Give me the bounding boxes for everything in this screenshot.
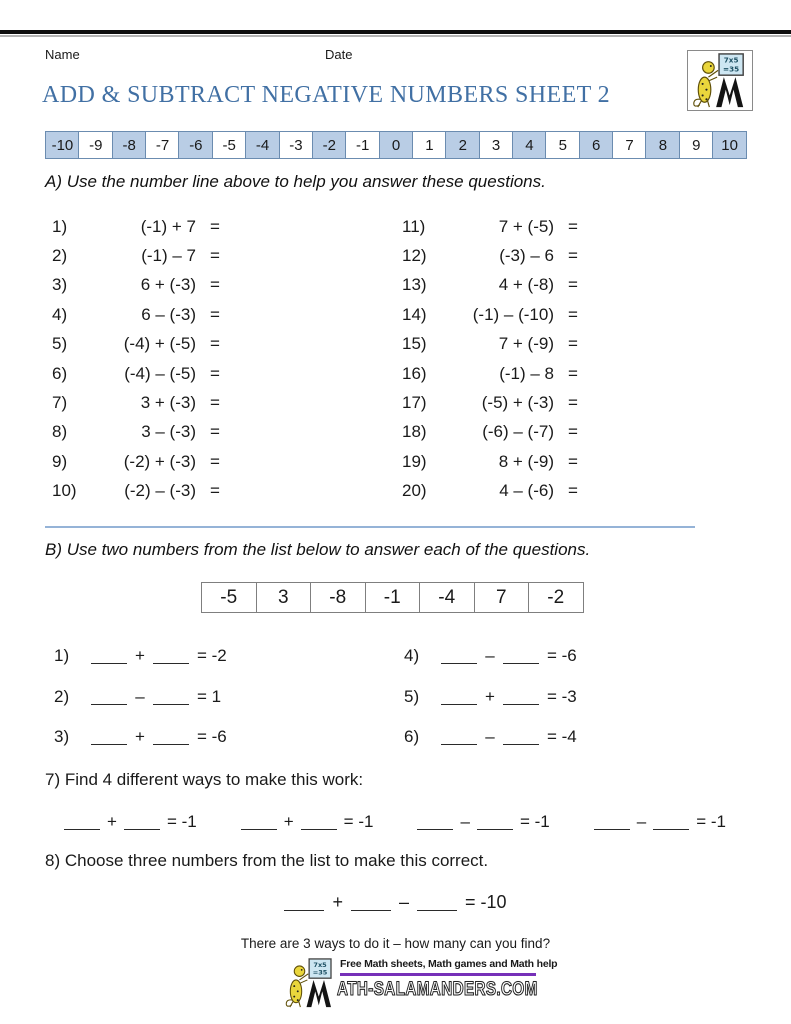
number-list-cell: -5 [201, 582, 257, 613]
problem-row [54, 636, 227, 677]
problem-number: 1) [54, 646, 70, 666]
equals-sign: = [568, 451, 578, 471]
answer-blank [241, 814, 277, 830]
equals-sign: = [568, 304, 578, 324]
number-list-cell: -4 [419, 582, 475, 613]
equals-sign: = [210, 422, 220, 442]
answer-blank [441, 729, 477, 745]
problem-row [404, 717, 577, 758]
equals-sign: = [210, 216, 220, 236]
operator: – [135, 686, 145, 706]
operator: + [332, 892, 343, 912]
equals-sign: = [210, 304, 220, 324]
number-list-cell: 7 [474, 582, 530, 613]
problem-expression: (-4) – (-5) [124, 363, 196, 383]
problem-number: 4) [404, 646, 420, 666]
result-value: = -1 [696, 812, 726, 831]
problems-b-left-column [54, 636, 227, 758]
footer-tagline: Free Math sheets, Math games and Math help [340, 958, 558, 970]
number-line-cell: 6 [579, 131, 614, 159]
number-line [45, 131, 747, 159]
date-label: Date [325, 47, 353, 62]
footer-brand-text: ATH-SALAMANDERS.COM [337, 979, 538, 1000]
equals-sign: = [568, 246, 578, 266]
problem-expression: 7 + (-9) [498, 334, 554, 354]
answer-blank [124, 814, 160, 830]
page-title: ADD & SUBTRACT NEGATIVE NUMBERS SHEET 2 [42, 82, 611, 108]
problem-row [52, 212, 220, 241]
problem-expression: (-6) – (-7) [482, 422, 554, 442]
problem-row [54, 677, 227, 718]
name-label: Name [45, 47, 80, 62]
result-value: = -4 [547, 727, 577, 747]
problem-row [402, 271, 578, 300]
operator: + [283, 812, 294, 831]
section-divider [45, 526, 695, 528]
problem-expression: (-1) – 7 [141, 246, 196, 266]
number-line-cell: 7 [612, 131, 647, 159]
equals-sign: = [568, 481, 578, 501]
problem-expression: 3 – (-3) [141, 422, 196, 442]
problem-expression: (-5) + (-3) [481, 393, 554, 413]
problem-row [52, 271, 220, 300]
problem-row [402, 477, 578, 506]
number-line-cell: -8 [112, 131, 147, 159]
svg-text:=35: =35 [723, 64, 740, 74]
answer-blank [441, 689, 477, 705]
problem-row [54, 717, 227, 758]
problem-row [52, 359, 220, 388]
answer-blank [91, 729, 127, 745]
problem-number: 16) [402, 363, 427, 383]
answer-blank [503, 689, 539, 705]
operator: + [485, 686, 495, 706]
equals-sign: = [210, 334, 220, 354]
equals-sign: = [210, 393, 220, 413]
answer-blank [351, 895, 391, 911]
problem-number: 20) [402, 481, 427, 501]
problem-number: 5) [404, 686, 420, 706]
problem-number: 11) [402, 216, 426, 236]
top-rule [0, 30, 791, 34]
result-value: = -6 [197, 727, 227, 747]
problem-expression: (-3) – 6 [499, 246, 554, 266]
equals-sign: = [210, 481, 220, 501]
equals-sign: = [210, 451, 220, 471]
section-8-equation [0, 892, 791, 913]
answer-blank [153, 689, 189, 705]
number-line-cell: 0 [379, 131, 414, 159]
number-line-cell: -2 [312, 131, 347, 159]
operator: – [460, 812, 470, 831]
problem-row [402, 212, 578, 241]
problem-number: 4) [52, 304, 68, 324]
problem-row [404, 636, 577, 677]
problem-number: 14) [402, 304, 427, 324]
problem-expression: 4 + (-8) [498, 275, 554, 295]
problem-number: 5) [52, 334, 68, 354]
answer-blank [653, 814, 689, 830]
number-line-cell: 9 [679, 131, 714, 159]
operator: – [485, 727, 495, 747]
equals-sign: = [568, 393, 578, 413]
problem-number: 3) [54, 727, 70, 747]
answer-blank [153, 729, 189, 745]
answer-blank [417, 814, 453, 830]
problem-row [402, 418, 578, 447]
number-line-cell: -4 [245, 131, 280, 159]
operator: – [485, 646, 495, 666]
section-b-instruction: B) Use two numbers from the list below to answer each of the questions. [45, 540, 591, 559]
problem-number: 7) [52, 393, 68, 413]
answer-blank [64, 814, 100, 830]
answer-blank [417, 895, 457, 911]
result-value: = -3 [547, 686, 577, 706]
number-line-cell: 4 [512, 131, 547, 159]
result-value: = -1 [166, 812, 197, 831]
problem-expression: (-1) – (-10) [472, 304, 554, 324]
answer-blank [594, 814, 630, 830]
problem-row [402, 241, 578, 270]
answer-blank [284, 895, 324, 911]
equals-sign: = [568, 334, 578, 354]
svg-text:7x5: 7x5 [723, 55, 739, 65]
problem-row [402, 388, 578, 417]
problem-expression: (-1) + 7 [140, 216, 196, 236]
equals-sign: = [210, 363, 220, 383]
problem-expression: (-4) + (-5) [123, 334, 196, 354]
hint-text: There are 3 ways to do it – how many can you find? [240, 936, 551, 951]
problem-row [402, 359, 578, 388]
equals-sign: = [568, 275, 578, 295]
answer-blank [91, 689, 127, 705]
number-line-cell: -3 [279, 131, 314, 159]
problem-expression: 6 + (-3) [140, 275, 196, 295]
problem-expression: (-2) + (-3) [123, 451, 196, 471]
problem-number: 17) [402, 393, 427, 413]
equation [417, 812, 549, 832]
result-value: = -6 [547, 646, 577, 666]
result-value: = -1 [519, 812, 550, 831]
problem-number: 3) [52, 275, 68, 295]
answer-blank [503, 648, 539, 664]
equals-sign: = [568, 363, 578, 383]
equals-sign: = [210, 275, 220, 295]
problem-expression: 6 – (-3) [141, 304, 196, 324]
number-line-cell: -10 [45, 131, 80, 159]
problem-expression: 3 + (-3) [140, 393, 196, 413]
problem-row [402, 330, 578, 359]
number-list-cell: -2 [528, 582, 584, 613]
problem-expression: (-2) – (-3) [124, 481, 196, 501]
problem-expression: 7 + (-5) [498, 216, 554, 236]
problem-number: 10) [52, 481, 77, 501]
problem-number: 9) [52, 451, 68, 471]
result-value: = -1 [343, 812, 374, 831]
problem-row [52, 447, 220, 476]
problem-number: 6) [52, 363, 68, 383]
problem-row [52, 418, 220, 447]
number-list [201, 582, 584, 613]
result-value: = -2 [197, 646, 227, 666]
problem-row [52, 388, 220, 417]
equals-sign: = [210, 246, 220, 266]
section-7-equations [64, 812, 726, 832]
problem-expression: 8 + (-9) [498, 451, 554, 471]
salamander-logo-icon [689, 52, 751, 109]
problem-number: 18) [402, 422, 427, 442]
equals-sign: = [568, 216, 578, 236]
equation [241, 812, 374, 832]
problem-row [402, 447, 578, 476]
problem-row [404, 677, 577, 718]
operator: – [636, 812, 647, 831]
problem-number: 8) [52, 422, 68, 442]
problem-expression: 4 – (-6) [499, 481, 554, 501]
number-line-cell: -9 [78, 131, 113, 159]
equals-sign: = [568, 422, 578, 442]
number-line-cell: -5 [212, 131, 247, 159]
number-line-cell: 2 [445, 131, 480, 159]
problem-number: 12) [402, 246, 427, 266]
problems-a-left-column [52, 212, 220, 506]
number-line-cell: 8 [645, 131, 680, 159]
footer-text-block [337, 952, 588, 1001]
operator: – [398, 892, 409, 912]
number-line-cell: 1 [412, 131, 447, 159]
problem-number: 13) [402, 275, 427, 295]
number-line-cell: 3 [479, 131, 514, 159]
section-a-instruction: A) Use the number line above to help you answer these questions. [45, 172, 546, 191]
equation [64, 812, 197, 832]
problem-number: 19) [402, 451, 427, 471]
number-line-cell: 10 [712, 131, 747, 159]
answer-blank [153, 648, 189, 664]
problem-number: 1) [52, 216, 68, 236]
number-list-cell: -1 [365, 582, 421, 613]
number-line-cell: -6 [178, 131, 213, 159]
section-7-heading: 7) Find 4 different ways to make this work: [45, 770, 364, 789]
number-list-cell: -8 [310, 582, 366, 613]
answer-blank [477, 814, 513, 830]
number-line-cell: -7 [145, 131, 180, 159]
problem-row [52, 241, 220, 270]
operator: + [135, 727, 145, 747]
problem-number: 2) [52, 246, 68, 266]
number-list-cell: 3 [256, 582, 312, 613]
answer-blank [91, 648, 127, 664]
problem-row [52, 477, 220, 506]
top-rule-shadow [0, 35, 791, 37]
section-8-heading: 8) Choose three numbers from the list to make this correct. [45, 851, 489, 870]
problems-a-right-column [402, 212, 578, 506]
svg-text:=35: =35 [312, 968, 328, 977]
problem-number: 2) [54, 686, 70, 706]
problem-number: 6) [404, 727, 420, 747]
equation [594, 812, 726, 832]
problem-row [402, 300, 578, 329]
site-logo [687, 50, 753, 111]
answer-blank [301, 814, 337, 830]
footer-purple-rule [340, 973, 536, 976]
footer-logo [282, 952, 588, 1014]
result-value: = -10 [465, 892, 507, 912]
salamander-logo-icon [282, 952, 338, 1014]
answer-blank [503, 729, 539, 745]
operator: + [135, 646, 145, 666]
problem-row [52, 300, 220, 329]
svg-text:7x5: 7x5 [313, 960, 327, 969]
result-value: = 1 [197, 686, 222, 706]
answer-blank [441, 648, 477, 664]
operator: + [107, 812, 117, 831]
number-line-cell: 5 [545, 131, 580, 159]
problems-b-right-column [404, 636, 577, 758]
number-line-cell: -1 [345, 131, 380, 159]
problem-number: 15) [402, 334, 427, 354]
problem-row [52, 330, 220, 359]
problem-expression: (-1) – 8 [499, 363, 554, 383]
